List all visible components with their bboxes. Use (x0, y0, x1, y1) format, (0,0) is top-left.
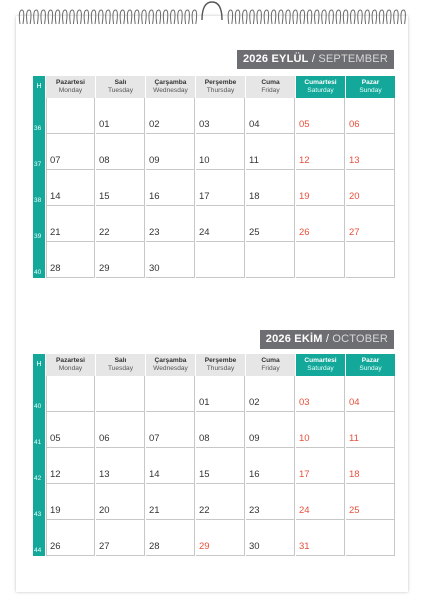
day-cell[interactable] (96, 206, 145, 242)
weekday-header (46, 76, 95, 98)
spiral-coil (387, 10, 391, 24)
spiral-coil (315, 10, 319, 24)
day-cell[interactable] (46, 484, 95, 520)
spiral-coil (27, 10, 31, 24)
day-number: 17 (199, 191, 210, 202)
spiral-coil (307, 10, 311, 24)
day-cell[interactable] (346, 412, 395, 448)
weekday-name-tr: Pazartesi (56, 357, 85, 364)
spiral-coil (127, 10, 131, 24)
day-cell[interactable] (46, 242, 95, 278)
spiral-coil (257, 10, 261, 24)
spiral-coil (329, 10, 333, 24)
day-number: 03 (199, 119, 210, 130)
day-number: 25 (349, 505, 360, 516)
day-number: 23 (249, 505, 260, 516)
day-cell[interactable] (46, 376, 95, 412)
spiral-coil (41, 10, 45, 24)
day-cell[interactable] (296, 412, 345, 448)
weekday-name-en: Sunday (359, 87, 382, 94)
weekday-name-tr: Pazartesi (56, 79, 85, 86)
day-number: 14 (149, 469, 160, 480)
day-number: 31 (299, 541, 310, 552)
spiral-coil (286, 10, 290, 24)
day-number: 20 (349, 191, 360, 202)
day-cell[interactable] (146, 520, 195, 556)
weekday-name-tr: Salı (114, 357, 127, 364)
week-number: 36 (33, 98, 45, 134)
day-number: 30 (149, 263, 160, 274)
day-number: 29 (99, 263, 110, 274)
day-cell[interactable] (346, 134, 395, 170)
weekday-header (296, 76, 345, 98)
spiral-coil (48, 10, 52, 24)
day-cell[interactable] (46, 520, 95, 556)
week-header: H (33, 76, 45, 98)
day-number: 29 (199, 541, 210, 552)
day-cell[interactable] (46, 206, 95, 242)
day-number: 19 (299, 191, 310, 202)
weekday-name-en: Thursday (206, 365, 235, 372)
weekday-name-tr: Cumartesi (304, 357, 337, 364)
day-cell[interactable] (146, 98, 195, 134)
day-cell[interactable] (246, 170, 295, 206)
day-number: 17 (299, 469, 310, 480)
month-title: 2026 EYLÜL / SEPTEMBER (237, 50, 394, 69)
day-cell[interactable] (196, 170, 245, 206)
day-cell[interactable] (96, 448, 145, 484)
week-number: 38 (33, 170, 45, 206)
day-number: 15 (199, 469, 210, 480)
month-october (33, 330, 394, 570)
hanger-hook (200, 0, 224, 22)
spiral-coil (343, 10, 347, 24)
day-cell[interactable] (246, 98, 295, 134)
day-cell[interactable] (146, 134, 195, 170)
day-number: 19 (50, 505, 61, 516)
month-grid (33, 76, 395, 278)
day-cell[interactable] (296, 206, 345, 242)
day-cell[interactable] (296, 448, 345, 484)
day-cell[interactable] (246, 242, 295, 278)
day-number: 02 (149, 119, 160, 130)
day-number: 18 (249, 191, 260, 202)
spiral-coil (106, 10, 110, 24)
day-number: 27 (99, 541, 110, 552)
day-number: 15 (99, 191, 110, 202)
month-grid (33, 354, 395, 556)
day-cell[interactable] (296, 484, 345, 520)
day-number: 11 (249, 155, 259, 166)
day-cell[interactable] (246, 520, 295, 556)
day-number: 10 (299, 433, 310, 444)
spiral-coil (99, 10, 103, 24)
spiral-coil (34, 10, 38, 24)
week-number: 39 (33, 206, 45, 242)
weekday-name-en: Monday (58, 365, 83, 372)
day-number: 14 (50, 191, 61, 202)
day-cell[interactable] (46, 448, 95, 484)
day-cell[interactable] (296, 98, 345, 134)
spiral-coil (84, 10, 88, 24)
spiral-coil (142, 10, 146, 24)
day-cell[interactable] (196, 242, 245, 278)
day-cell[interactable] (146, 206, 195, 242)
day-cell[interactable] (196, 206, 245, 242)
day-cell[interactable] (146, 484, 195, 520)
day-number: 12 (50, 469, 61, 480)
day-number: 10 (199, 155, 210, 166)
weekday-name-en: Wednesday (153, 87, 188, 94)
day-number: 09 (249, 433, 260, 444)
week-number: 37 (33, 134, 45, 170)
day-number: 28 (149, 541, 160, 552)
day-cell[interactable] (246, 134, 295, 170)
weekday-name-en: Friday (261, 365, 280, 372)
weekday-name-en: Tuesday (107, 87, 134, 94)
weekday-name-tr: Cuma (261, 79, 280, 86)
day-cell[interactable] (296, 170, 345, 206)
week-header: H (33, 354, 45, 376)
day-number: 22 (99, 227, 110, 238)
weekday-header (146, 76, 195, 98)
spiral-coil (300, 10, 304, 24)
weekday-header (296, 354, 345, 376)
day-cell[interactable] (96, 98, 145, 134)
weekday-name-tr: Pazar (361, 79, 380, 86)
day-cell[interactable] (46, 98, 95, 134)
weekday-name-en: Saturday (307, 87, 334, 94)
spiral-coil (379, 10, 383, 24)
day-number: 25 (249, 227, 260, 238)
spiral-coil (322, 10, 326, 24)
weekday-header (46, 354, 95, 376)
weekday-name-en: Tuesday (107, 365, 134, 372)
week-number: 44 (33, 520, 45, 556)
day-cell[interactable] (146, 412, 195, 448)
spiral-coil (365, 10, 369, 24)
day-cell[interactable] (296, 376, 345, 412)
day-number: 07 (50, 155, 61, 166)
spiral-coil (358, 10, 362, 24)
weekday-name-en: Monday (58, 87, 83, 94)
spiral-coil (264, 10, 268, 24)
day-number: 23 (149, 227, 160, 238)
day-cell[interactable] (196, 134, 245, 170)
day-number: 07 (149, 433, 160, 444)
day-number: 28 (50, 263, 61, 274)
day-cell[interactable] (346, 170, 395, 206)
spiral-coil (243, 10, 247, 24)
spiral-coil (336, 10, 340, 24)
weekday-header (96, 76, 145, 98)
spiral-coil (178, 10, 182, 24)
spiral-coil (55, 10, 59, 24)
day-cell[interactable] (96, 170, 145, 206)
weekday-name-tr: Çarşamba (154, 357, 187, 364)
day-number: 02 (249, 397, 260, 408)
day-cell[interactable] (196, 376, 245, 412)
day-number: 04 (349, 397, 360, 408)
spiral-coil (77, 10, 81, 24)
day-cell[interactable] (196, 484, 245, 520)
day-cell[interactable] (146, 376, 195, 412)
spiral-coil (401, 10, 405, 24)
week-number: 42 (33, 448, 45, 484)
spiral-coil (19, 10, 23, 24)
day-cell[interactable] (196, 448, 245, 484)
day-number: 16 (249, 469, 260, 480)
day-cell[interactable] (96, 242, 145, 278)
day-cell[interactable] (146, 242, 195, 278)
spiral-coil (351, 10, 355, 24)
day-number: 09 (149, 155, 160, 166)
day-number: 21 (50, 227, 61, 238)
day-cell[interactable] (246, 206, 295, 242)
weekday-header (246, 76, 295, 98)
day-cell[interactable] (296, 520, 345, 556)
day-number: 18 (349, 469, 360, 480)
day-cell[interactable] (146, 170, 195, 206)
day-number: 01 (199, 397, 210, 408)
weekday-header (146, 354, 195, 376)
day-number: 03 (299, 397, 310, 408)
day-number: 06 (349, 119, 360, 130)
day-number: 13 (99, 469, 110, 480)
day-number: 13 (349, 155, 360, 166)
weekday-header (196, 76, 245, 98)
weekday-name-en: Thursday (206, 87, 235, 94)
day-cell[interactable] (246, 376, 295, 412)
spiral-coil (250, 10, 254, 24)
day-cell[interactable] (196, 98, 245, 134)
day-cell[interactable] (296, 242, 345, 278)
weekday-header (246, 354, 295, 376)
day-cell[interactable] (96, 376, 145, 412)
day-number: 27 (349, 227, 360, 238)
day-cell[interactable] (96, 484, 145, 520)
day-cell[interactable] (96, 520, 145, 556)
day-cell[interactable] (346, 98, 395, 134)
day-cell[interactable] (196, 412, 245, 448)
day-cell[interactable] (346, 206, 395, 242)
day-cell[interactable] (246, 448, 295, 484)
spiral-coil (70, 10, 74, 24)
weekday-name-tr: Çarşamba (154, 79, 187, 86)
day-number: 26 (50, 541, 61, 552)
day-number: 05 (299, 119, 310, 130)
day-cell[interactable] (346, 242, 395, 278)
spiral-coil (228, 10, 232, 24)
weekday-header (96, 354, 145, 376)
day-cell[interactable] (196, 520, 245, 556)
spiral-coil (279, 10, 283, 24)
spiral-coil (271, 10, 275, 24)
weekday-name-en: Sunday (359, 365, 382, 372)
weekday-header (196, 354, 245, 376)
weekday-name-en: Wednesday (153, 365, 188, 372)
day-number: 22 (199, 505, 210, 516)
day-cell[interactable] (96, 412, 145, 448)
day-cell[interactable] (296, 134, 345, 170)
day-number: 01 (99, 119, 110, 130)
week-number: 40 (33, 242, 45, 278)
day-number: 04 (249, 119, 260, 130)
day-number: 21 (149, 505, 160, 516)
weekday-name-tr: Perşembe (204, 79, 237, 86)
spiral-coil (149, 10, 153, 24)
spiral-coil (135, 10, 139, 24)
week-number: 43 (33, 484, 45, 520)
spiral-coil (171, 10, 175, 24)
day-number: 30 (249, 541, 260, 552)
spiral-coil (372, 10, 376, 24)
day-number: 12 (299, 155, 310, 166)
weekday-name-en: Saturday (307, 365, 334, 372)
day-number: 20 (99, 505, 110, 516)
day-cell[interactable] (146, 448, 195, 484)
day-number: 05 (50, 433, 61, 444)
weekday-name-tr: Cuma (261, 357, 280, 364)
day-cell[interactable] (46, 134, 95, 170)
spiral-coil (394, 10, 398, 24)
day-number: 24 (199, 227, 210, 238)
day-cell[interactable] (46, 412, 95, 448)
month-september (33, 50, 394, 290)
spiral-coil (293, 10, 297, 24)
day-cell[interactable] (346, 448, 395, 484)
day-number: 24 (299, 505, 310, 516)
weekday-name-tr: Perşembe (204, 357, 237, 364)
weekday-header (346, 354, 395, 376)
day-cell[interactable] (346, 520, 395, 556)
spiral-coil (192, 10, 196, 24)
month-title: 2026 EKİM / OCTOBER (260, 330, 394, 349)
weekday-name-tr: Pazar (361, 357, 380, 364)
day-number: 11 (349, 433, 359, 444)
spiral-coil (163, 10, 167, 24)
spiral-coil (185, 10, 189, 24)
weekday-name-tr: Salı (114, 79, 127, 86)
day-number: 08 (99, 155, 110, 166)
day-cell[interactable] (46, 170, 95, 206)
week-number: 41 (33, 412, 45, 448)
spiral-coil (120, 10, 124, 24)
day-number: 08 (199, 433, 210, 444)
spiral-coil (91, 10, 95, 24)
day-cell[interactable] (96, 134, 145, 170)
spiral-coil (63, 10, 67, 24)
spiral-coil (156, 10, 160, 24)
weekday-header (346, 76, 395, 98)
day-cell[interactable] (346, 376, 395, 412)
weekday-name-en: Friday (261, 87, 280, 94)
week-number: 40 (33, 376, 45, 412)
day-cell[interactable] (246, 484, 295, 520)
day-number: 16 (149, 191, 160, 202)
day-number: 26 (299, 227, 310, 238)
spiral-coil (113, 10, 117, 24)
weekday-name-tr: Cumartesi (304, 79, 337, 86)
day-number: 06 (99, 433, 110, 444)
day-cell[interactable] (346, 484, 395, 520)
day-cell[interactable] (246, 412, 295, 448)
spiral-coil (235, 10, 239, 24)
